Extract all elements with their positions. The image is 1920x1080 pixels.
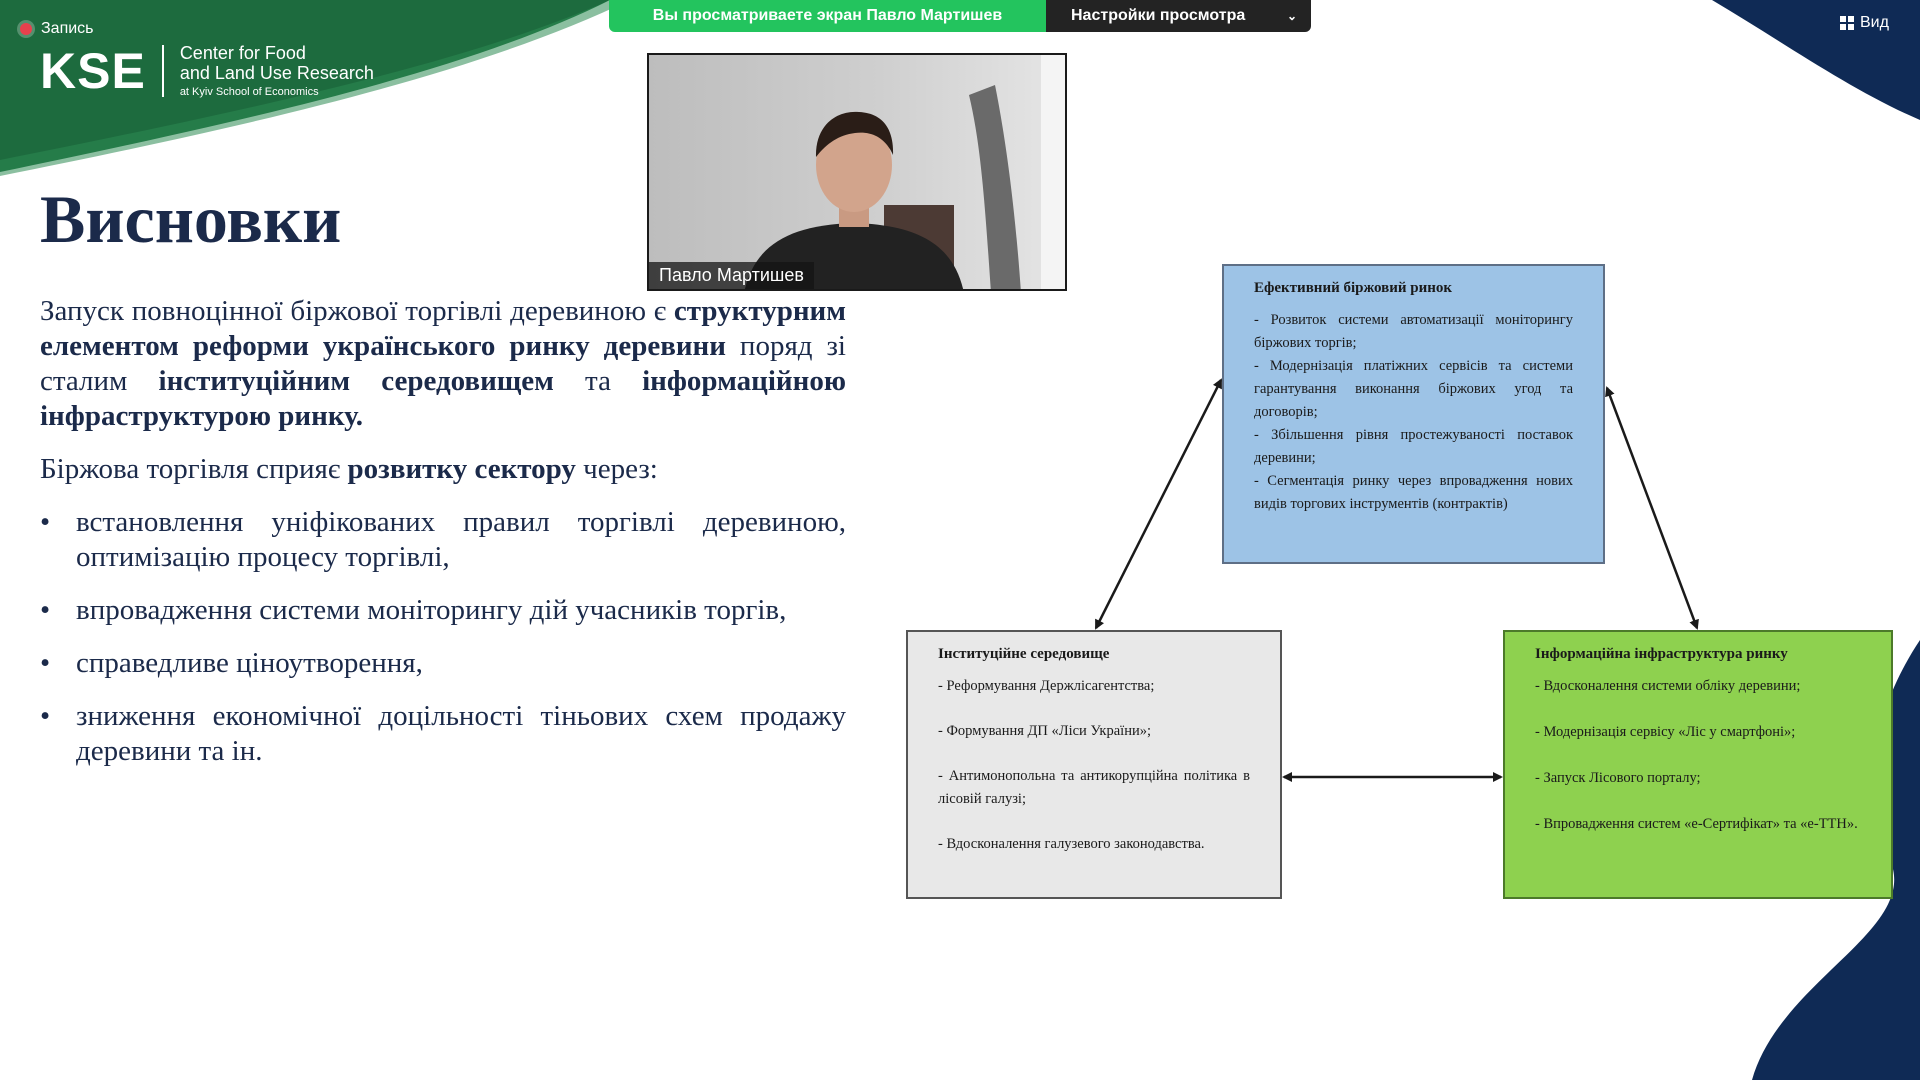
p2-text-1: Біржова торгівля сприяє	[40, 453, 348, 485]
box-institution-item: - Вдосконалення галузевого законодавства.	[938, 836, 1205, 852]
slide-text-block	[40, 294, 846, 787]
grid-icon	[1840, 16, 1854, 30]
box-market-item: - Сегментація ринку через впровадження нових видів торгових інструментів (контрактів)	[1254, 473, 1573, 512]
p1-text-2: поряд зі сталим	[40, 330, 846, 397]
bullet-item: • встановлення уніфікованих правил торгівлі деревиною, оптимізацію процесу торгівлі,	[40, 505, 846, 575]
box-info-item: - Вдосконалення системи обліку деревини;	[1535, 678, 1801, 694]
participant-video-tile[interactable]	[647, 53, 1067, 291]
box-info-item: - Запуск Лісового порталу;	[1535, 770, 1701, 786]
kse-logo	[40, 44, 374, 98]
diagram-box-info	[1503, 630, 1893, 899]
box-info-title: Інформаційна інфраструктура ринку	[1535, 646, 1788, 662]
recording-indicator	[20, 20, 94, 38]
participant-name-label: Павло Мартишев	[649, 262, 814, 289]
box-market-title: Ефективний біржовий ринок	[1254, 280, 1453, 296]
box-info-item: - Впровадження систем «е-Сертифікат» та «е-ТТН».	[1535, 816, 1858, 832]
p2-text-2: через:	[575, 453, 658, 485]
view-label: Вид	[1860, 14, 1889, 31]
diagram-box-market	[1222, 264, 1605, 564]
box-institution-item: - Реформування Держлісагентства;	[938, 678, 1155, 694]
box-market-item: - Збільшення рівня простежуваності поставок деревини;	[1254, 427, 1573, 466]
logo-divider	[162, 45, 164, 97]
box-institution-item: - Антимонопольна та антикорупційна політика в лісовій галузі;	[938, 768, 1250, 807]
box-institution-item: - Формування ДП «Ліси України»;	[938, 723, 1151, 739]
view-settings-label: Настройки просмотра	[1071, 7, 1246, 24]
logo-text	[180, 44, 374, 98]
logo-mark: KSE	[40, 42, 146, 99]
logo-line-1: Center for Food	[179, 43, 306, 63]
screen-share-banner	[609, 0, 1311, 32]
box-info-item: - Модернізація сервісу «Ліс у смартфоні»;	[1535, 724, 1796, 740]
p1-text-3: та	[553, 365, 643, 397]
p1-text-1: Запуск повноцінної біржової торгівлі деревиною є	[40, 295, 674, 327]
p1-bold-1: структурним елементом реформи українського ринку деревини	[40, 295, 846, 362]
bullet-item: • впровадження системи моніторингу дій учасників торгів,	[40, 593, 846, 628]
paragraph-1	[40, 294, 846, 434]
bullet-item: • справедливе ціноутворення,	[40, 646, 846, 681]
video-feed	[649, 55, 1067, 291]
chevron-down-icon: ⌄	[1286, 9, 1297, 23]
box-market-item: - Модернізація платіжних сервісів та системи гарантування виконання біржових угод та договорів;	[1254, 358, 1573, 420]
recording-label: Запись	[41, 20, 94, 37]
logo-line-2: and Land Use Research	[179, 62, 374, 83]
logo-line-3: at Kyiv School of Economics	[179, 85, 319, 98]
box-institution-title: Інституційне середовище	[938, 646, 1110, 662]
screen-share-status: Вы просматриваете экран Павло Мартишев	[609, 0, 1046, 32]
p1-bold-2: інституційним середовищем	[158, 365, 554, 397]
recording-dot-icon	[20, 23, 32, 35]
bullet-item: • зниження економічної доцільності тіньових схем продажу деревини та ін.	[40, 699, 846, 769]
paragraph-2	[40, 452, 846, 487]
view-layout-button[interactable]	[1840, 14, 1889, 32]
p1-bold-3: інформаційною інфраструктурою ринку.	[40, 365, 847, 432]
bullet-list	[40, 505, 846, 769]
view-settings-button[interactable]	[1046, 0, 1311, 32]
box-market-item: - Розвиток системи автоматизації моніторингу біржових торгів;	[1254, 312, 1573, 351]
diagram-box-institution	[906, 630, 1282, 899]
p2-bold-1: розвитку сектору	[347, 453, 576, 485]
slide-title: Висновки	[40, 181, 342, 257]
